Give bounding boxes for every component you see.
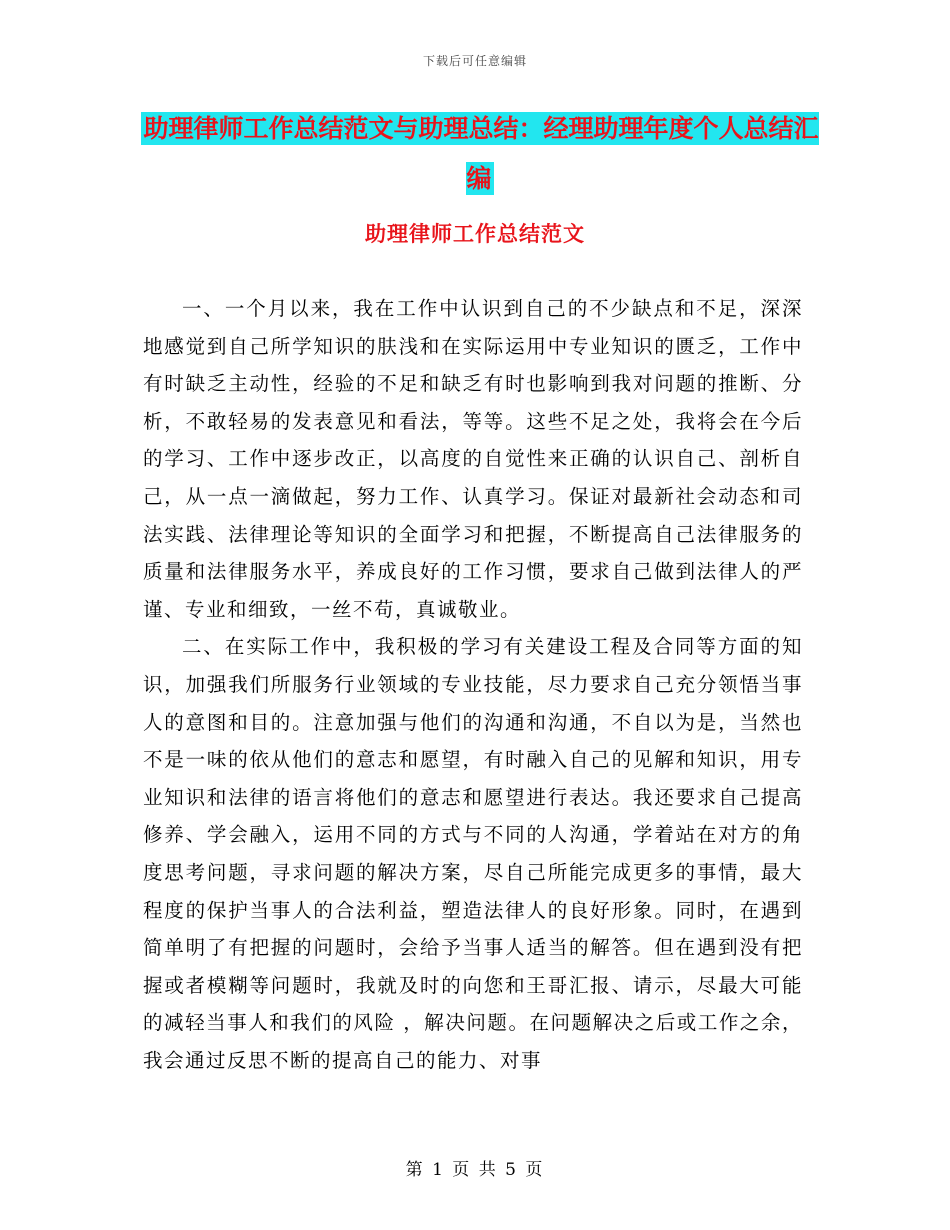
paragraph-1: 一、一个月以来，我在工作中认识到自己的不少缺点和不足，深深地感觉到自己所学知识的肤浅和在实际运用中专业知识的匮乏，工作中有时缺乏主动性，经验的不足和缺乏有时也影响到我对问题的推断、分析，不敢轻易的发表意见和看法，等等。这些不足之处，我将会在今后的学习、工作中逐步改正，以高度的自觉性来正确的认识自己、剖析自己，从一点一滴做起，努力工作、认真学习。保证对最新社会动态和司法实践、法律理论等知识的全面学习和把握，不断提高自己法律服务的质量和法律服务水平，养成良好的工作习惯，要求自己做到法律人的严谨、专业和细致，一丝不苟，真诚敬业。 xyxy=(143,297,803,621)
document-title xyxy=(140,104,820,204)
paragraph-2: 二、在实际工作中，我积极的学习有关建设工程及合同等方面的知识，加强我们所服务行业领域的专业技能，尽力要求自己充分领悟当事人的意图和目的。注意加强与他们的沟通和沟通，不自以为是，当然也不是一味的依从他们的意志和愿望，有时融入自己的见解和知识，用专业知识和法律的语言将他们的意志和愿望进行表达。我还要求自己提高修养、学会融入，运用不同的方式与不同的人沟通，学着站在对方的角度思考问题，寻求问题的解决方案，尽自己所能完成更多的事情，最大程度的保护当事人的合法利益，塑造法律人的良好形象。同时，在遇到简单明了有把握的问题时，会给予当事人适当的解答。但在遇到没有把握或者模糊等问题时，我就及时的向您和王哥汇报、请示，尽最大可能的减轻当事人和我们的风险 ，解决问题。在问题解决之后或工作之余，我会通过反思不断的提高自己的能力、对事 xyxy=(143,635,803,1072)
page-number: 第 1 页 共 5 页 xyxy=(405,1160,545,1180)
page-header-note: 下载后可任意编辑 xyxy=(422,54,527,68)
section-title: 助理律师工作总结范文 xyxy=(365,222,585,246)
document-title-text: 助理律师工作总结范文与助理总结：经理助理年度个人总结汇编 xyxy=(143,114,819,193)
document-body xyxy=(143,290,803,1079)
